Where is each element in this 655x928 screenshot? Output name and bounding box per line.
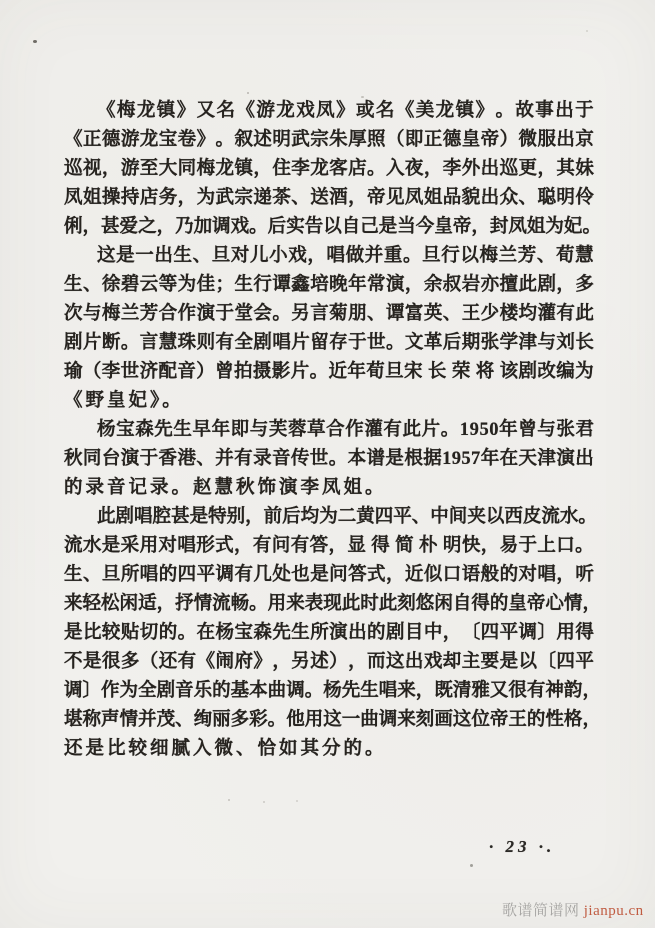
text-line: 俐 ， 甚 爱 之 ， 乃 加 调 戏 。 后 实 告 以 自 己 是 当 今 皇 帝 ， 封 凤 姐 为 妃 。: [64, 217, 601, 237]
text-line: 《野皇妃》。: [64, 391, 184, 411]
text-line: 来 轻 松 闲 适 ， 抒 情 流 畅 。 用 来 表 现 此 时 此 刻 悠 闲 自 得 的 皇 帝 心 情 ，: [64, 594, 601, 614]
paragraph-performers: [64, 242, 594, 416]
text-line: 生 、 徐 碧 云 等 为 佳 ； 生 行 谭 鑫 培 晚 年 常 演 ， 余 叔 岩 亦 擅 此 剧 ， 多: [64, 275, 594, 295]
text-line: 剧 片 断 。 言 慧 珠 则 有 全 剧 唱 片 留 存 于 世 。 文 革 后 期 张 学 津 与 刘 长: [64, 333, 594, 353]
scan-speck: [470, 864, 473, 867]
text-line: 的录音记录。赵慧秋饰演李凤姐。: [64, 478, 387, 498]
text-line: 这 是 一 出 生 、 旦 对 儿 小 戏 ， 唱 做 并 重 。 旦 行 以 梅 兰 芳 、 荀 慧: [97, 246, 594, 266]
scan-speck: [228, 799, 230, 801]
text-line: 次 与 梅 兰 芳 合 作 演 于 堂 会 。 另 言 菊 朋 、 谭 富 英 、 王 少 楼 均 灌 有 此: [64, 304, 594, 324]
text-line: 不 是 很 多 （ 还 有 《 闹 府 》 ， 另 述 ） ， 而 这 出 戏 却 主 要 是 以 〔 四 平: [64, 652, 594, 672]
text-line: 堪 称 声 情 并 茂 、 绚 丽 多 彩 。 他 用 这 一 曲 调 来 刻 画 这 位 帝 王 的 性 格 ，: [64, 710, 601, 730]
text-line: 杨 宝 森 先 生 早 年 即 与 芙 蓉 草 合 作 灌 有 此 片 。 1 9 5 0 年 曾 与 张 君: [97, 420, 594, 440]
text-block: [64, 97, 601, 764]
paragraph-recording: [64, 416, 594, 503]
text-line: 此 剧 唱 腔 甚 是 特 别 ， 前 后 均 为 二 黄 四 平 、 中 间 夹 以 西 皮 流 水 。: [97, 507, 597, 527]
watermark-site-name: 歌谱简谱网: [502, 903, 580, 919]
page-number: · 23 ·.: [489, 837, 556, 856]
scan-speck: [586, 30, 588, 32]
watermark-site-url: jianpu.cn: [583, 903, 644, 919]
text-line: 流 水 是 采 用 对 唱 形 式 ， 有 问 有 答 ， 显 得 简 朴 明 快 ， 易 于 上 口 。: [64, 536, 594, 556]
text-line: 凤 姐 操 持 店 务 ， 为 武 宗 递 茶 、 送 酒 ， 帝 见 凤 姐 品 貌 出 众 、 聪 明 伶: [64, 188, 594, 208]
text-line: 巡 视 ， 游 至 大 同 梅 龙 镇 ， 住 李 龙 客 店 。 入 夜 ， 李 外 出 巡 更 ， 其 妹: [64, 159, 594, 179]
text-line: 《 正 德 游 龙 宝 卷 》 。 叙 述 明 武 宗 朱 厚 照 （ 即 正 德 皇 帝 ） 微 服 出 京: [64, 130, 594, 150]
text-line: 《 梅 龙 镇 》 又 名 《 游 龙 戏 凤 》 或 名 《 美 龙 镇 》 。 故 事 出 于: [97, 101, 594, 121]
text-line: 是 比 较 贴 切 的 。 在 杨 宝 森 先 生 所 演 出 的 剧 目 中 ， 〔 四 平 调 〕 用 得: [64, 623, 594, 643]
text-line: 还是比较细腻入微、恰如其分的。: [64, 739, 387, 759]
text-line: 瑜 （ 李 世 济 配 音 ） 曾 拍 摄 影 片 。 近 年 荀 旦 宋 长 荣 将 该 剧 改 编 为: [64, 362, 594, 382]
scan-speck: [247, 92, 249, 94]
scan-speck: [263, 801, 265, 803]
scan-speck: [296, 800, 298, 802]
text-line: 调 〕 作 为 全 剧 音 乐 的 基 本 曲 调 。 杨 先 生 唱 来 ， 既 清 雅 又 很 有 神 韵 ，: [64, 681, 601, 701]
text-line: 秋 同 台 演 于 香 港 、 并 有 录 音 传 世 。 本 谱 是 根 据 1 9 5 7 年 在 天 津 演 出: [64, 449, 594, 469]
text-line: 生 、 旦 所 唱 的 四 平 调 有 几 处 也 是 问 答 式 ， 近 似 口 语 般 的 对 唱 ， 听: [64, 565, 594, 585]
watermark: [502, 899, 644, 920]
paragraph-synopsis: [64, 97, 601, 242]
scan-speck: [33, 40, 37, 43]
paragraph-music-analysis: [64, 503, 601, 764]
